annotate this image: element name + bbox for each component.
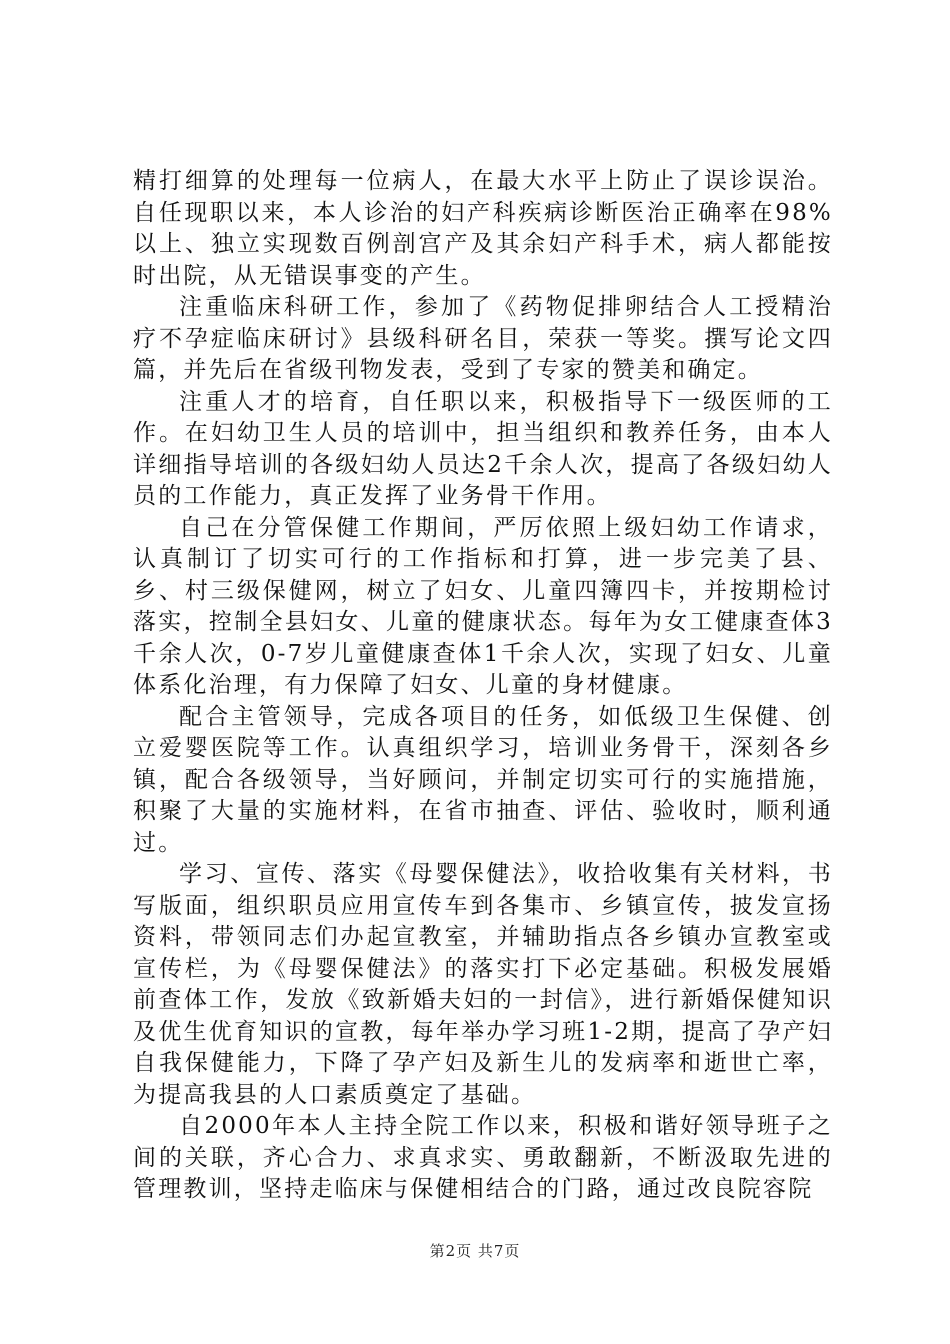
paragraph: 学习、宣传、落实《母婴保健法》，收拾收集有关材料，书写版面，组织职员应用宣传车到各集市、乡镇宣传，披发宣扬资料，带领同志们办起宣教室，并辅助指点各乡镇办宣教室或宣传栏，为《母婴保健法》的落实打下必定基础。积极发展婚前查体工作，发放《致新婚夫妇的一封信》，进行新婚保健知识及优生优育知识的宣教，每年举办学习班1-2期，提高了孕产妇自我保健能力，下降了孕产妇及新生儿的发病率和逝世亡率，为提高我县的人口素质奠定了基础。 (133, 861, 833, 1108)
paragraph: 注重临床科研工作，参加了《药物促排卵结合人工授精治疗不孕症临床研讨》县级科研名目，荣获一等奖。撰写论文四篇，并先后在省级刊物发表，受到了专家的赞美和确定。 (133, 294, 833, 383)
paragraph: 自2000年本人主持全院工作以来，积极和谐好领导班子之间的关联，齐心合力、求真求实、勇敢翻新，不断汲取先进的管理教训，坚持走临床与保健相结合的门路，通过改良院容院 (133, 1113, 833, 1202)
paragraph: 精打细算的处理每一位病人，在最大水平上防止了误诊误治。自任现职以来，本人诊治的妇产科疾病诊断医治正确率在98%以上、独立实现数百例剖宫产及其余妇产科手术，病人都能按时出院，从无错误事变的产生。 (133, 168, 833, 289)
paragraph: 注重人才的培育，自任职以来，积极指导下一级医师的工作。在妇幼卫生人员的培训中，担当组织和教养任务，由本人详细指导培训的各级妇幼人员达2千余人次，提高了各级妇幼人员的工作能力，真正发挥了业务骨干作用。 (133, 388, 833, 509)
paragraph: 自己在分管保健工作期间，严厉依照上级妇幼工作请求，认真制订了切实可行的工作指标和打算，进一步完美了县、乡、村三级保健网，树立了妇女、儿童四簿四卡，并按期检讨落实，控制全县妇女、儿童的健康状态。每年为女工健康查体3千余人次，0-7岁儿童健康查体1千余人次，实现了妇女、儿童体系化治理，有力保障了妇女、儿童的身材健康。 (133, 514, 833, 698)
document-body (133, 166, 833, 1206)
paragraph: 配合主管领导，完成各项目的任务，如低级卫生保健、创立爱婴医院等工作。认真组织学习，培训业务骨干，深刻各乡镇，配合各级领导，当好顾问，并制定切实可行的实施措施，积聚了大量的实施材料，在省市抽查、评估、验收时，顺利通过。 (133, 703, 833, 856)
page-number: 第2页 共7页 (429, 1242, 521, 1260)
